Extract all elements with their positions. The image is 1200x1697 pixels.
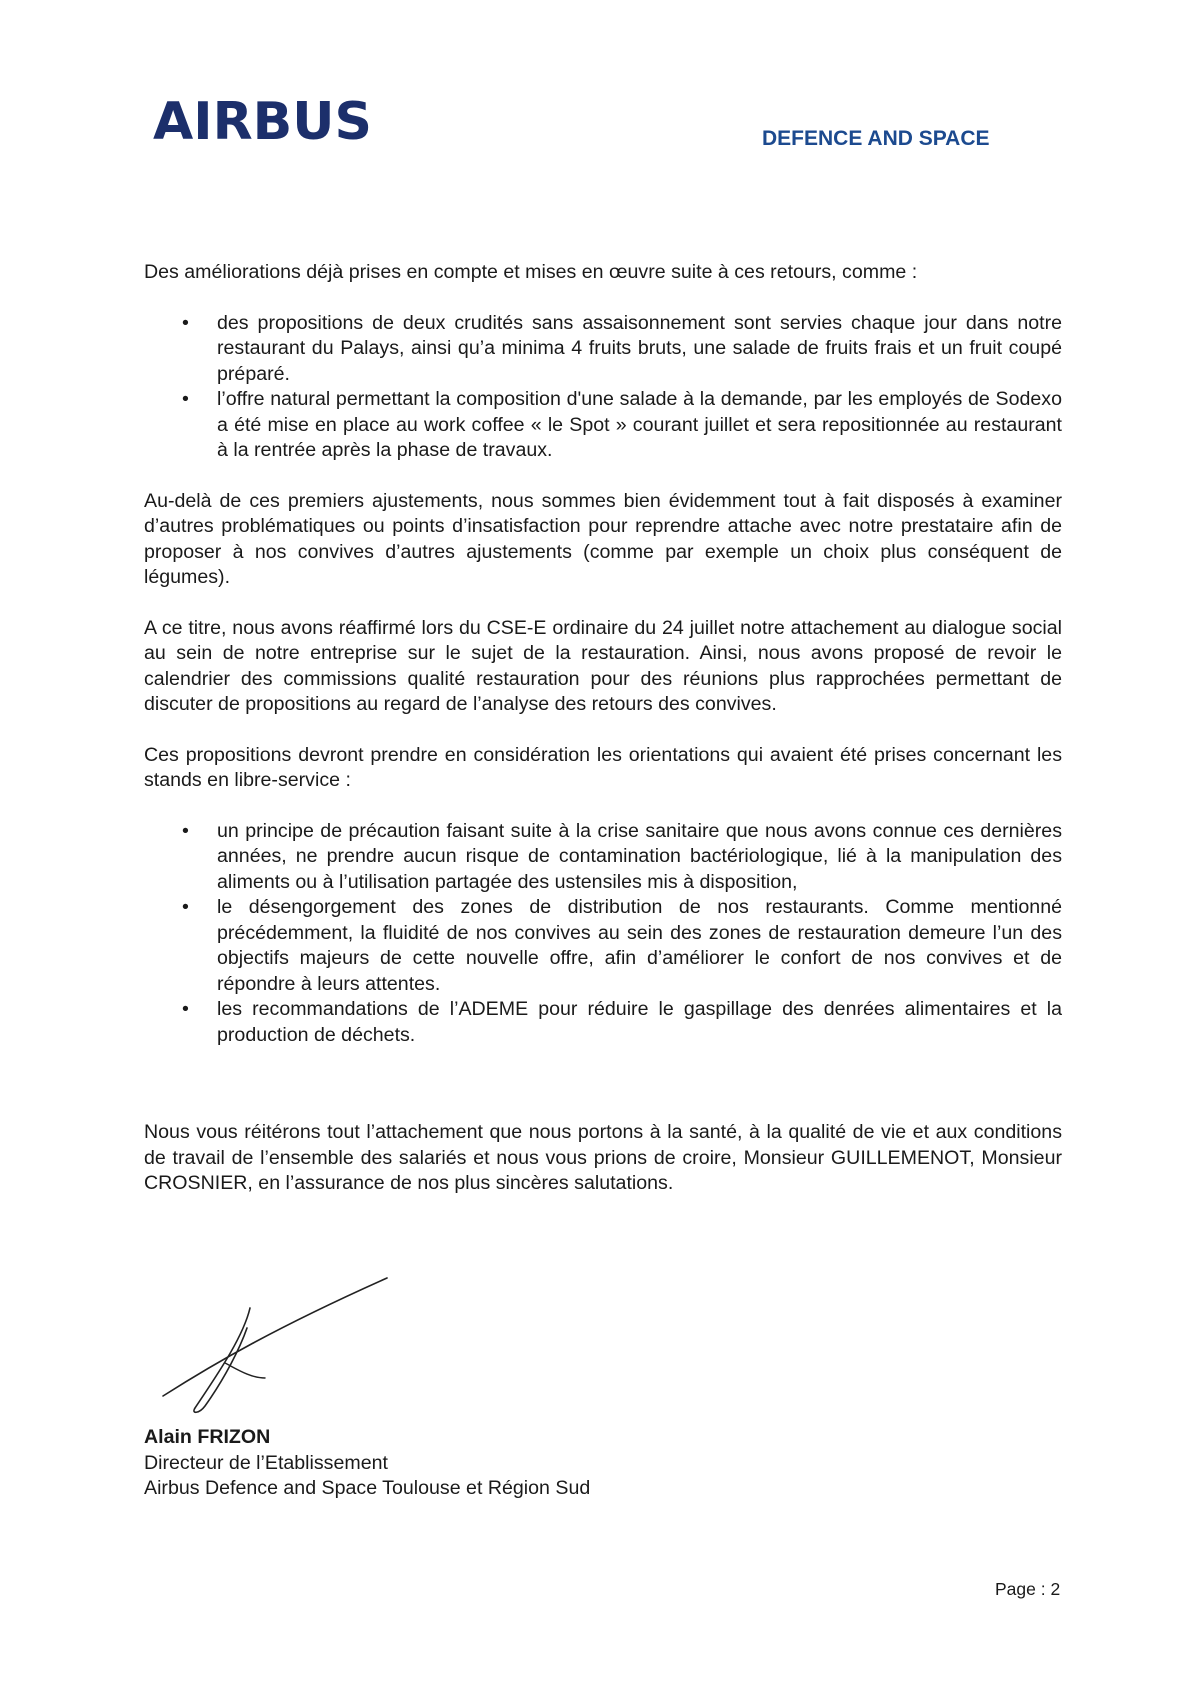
signature-icon [155,1268,395,1418]
bullet-icon: • [182,819,189,842]
paragraph-adjustments: Au-delà de ces premiers ajustements, nous sommes bien évidemment tout à fait disposés à examiner d’autres problématiques ou points d’insatisfaction pour reprendre attache avec notre prestataire afin de proposer à nos convives d’autres ajustements (comme par exemple un choix plus conséquent de légumes). [144,489,1062,588]
signer-organization: Airbus Defence and Space Toulouse et Région Sud [144,1477,591,1499]
bullet-icon: • [182,388,189,410]
list-item: • le désengorgement des zones de distribution de nos restaurants. Comme mentionné précédemment, la fluidité de nos convives au sein des zones de restauration demeure l’un des objectifs majeurs de cette nouvelle offre, afin d’améliorer le confort de nos convives et de répondre à leurs attentes. [182,896,1062,995]
orientations-list [144,819,1062,1049]
paragraph-social-dialogue: A ce titre, nous avons réaffirmé lors du CSE-E ordinaire du 24 juillet notre attachement au dialogue social au sein de notre entreprise sur le sujet de la restauration. Ainsi, nous avons proposé de revoir le calendrier des commissions qualité restauration pour des réunions plus rapprochées permettant de discuter de propositions au regard de l’analyse des retours des convives. [144,616,1062,715]
paragraph-orientations: Ces propositions devront prendre en considération les orientations qui avaient été prises concernant les stands en libre-service : [144,743,1062,791]
page-number: Page : 2 [995,1579,1061,1599]
list-item: • l’offre natural permettant la composition d'une salade à la demande, par les employés de Sodexo a été mise en place au work coffee « le Spot » courant juillet et sera repositionnée au restaurant à la rentrée après la phase de travaux. [182,388,1062,461]
bullet-icon: • [182,311,189,334]
improvements-list [144,311,1062,464]
list-item: • un principe de précaution faisant suite à la crise sanitaire que nous avons connue ces dernières années, ne prendre aucun risque de contamination bactériologique, lié à la manipulation des aliments ou à l’utilisation partagée des ustensiles mis à disposition, [182,819,1062,893]
division-name: DEFENCE AND SPACE [762,127,990,150]
intro-paragraph: Des améliorations déjà prises en compte et mises en œuvre suite à ces retours, comme : [144,261,918,283]
closing-paragraph: Nous vous réitérons tout l’attachement que nous portons à la santé, à la qualité de vie et aux conditions de travail de l’ensemble des salariés et nous vous prions de croire, Monsieur GUILLEMENOT, Monsieur CROSNIER, en l’assurance de nos plus sincères salutations. [144,1121,1062,1194]
list-item: • des propositions de deux crudités sans assaisonnement sont servies chaque jour dans notre restaurant du Palays, ainsi qu’a minima 4 fruits bruts, une salade de fruits frais et un fruit coupé préparé. [182,311,1062,385]
signer-block [144,1425,590,1502]
signer-title: Directeur de l’Etablissement [144,1451,388,1474]
letter-body [144,260,1062,1197]
airbus-logo: AIRBUS [153,92,372,152]
bullet-icon: • [182,998,189,1020]
bullet-icon: • [182,896,189,918]
list-item: • les recommandations de l’ADEME pour réduire le gaspillage des denrées alimentaires et la production de déchets. [182,998,1062,1046]
signer-name: Alain FRIZON [144,1426,271,1448]
